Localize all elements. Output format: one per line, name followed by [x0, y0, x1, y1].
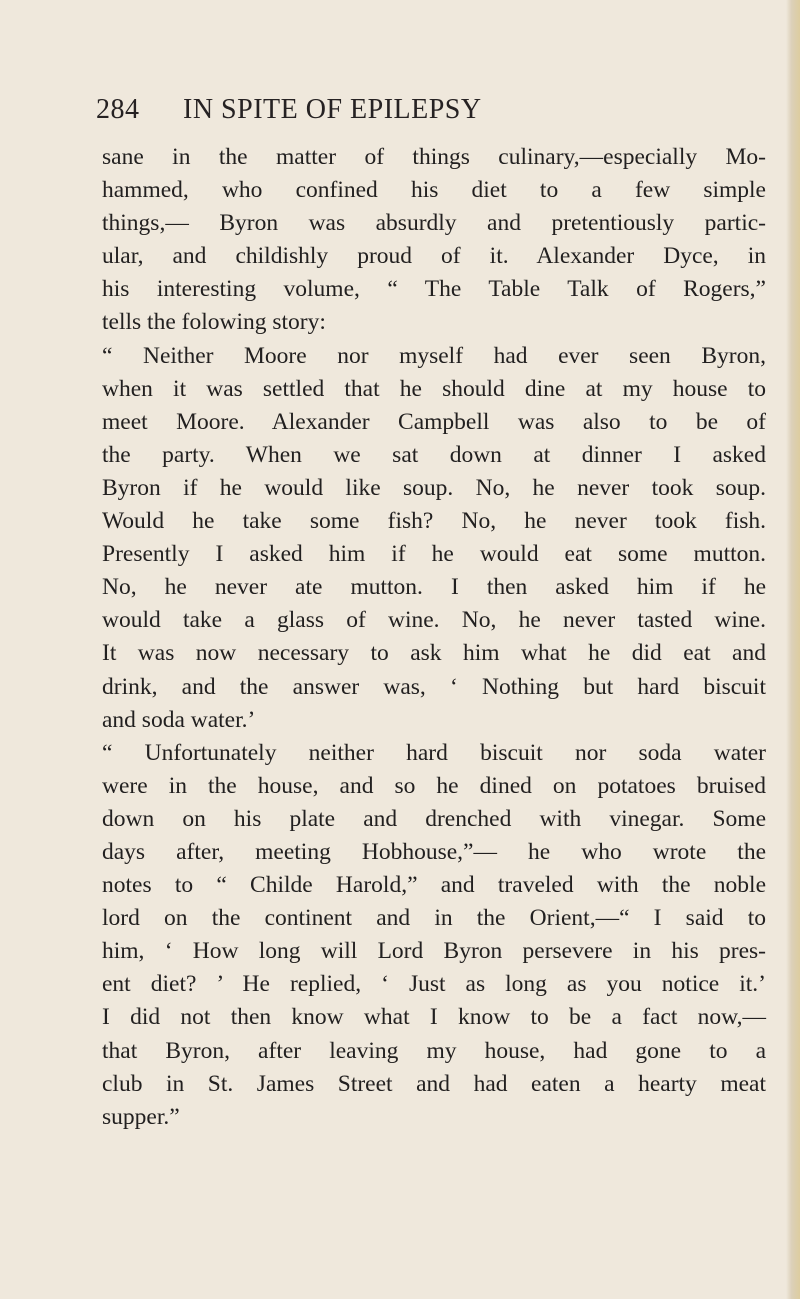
text-line: ular, and childishly proud of it. Alexander Dyce, in	[102, 243, 766, 270]
text-line: days after, meeting Hobhouse,”— he who wrote the	[102, 838, 766, 865]
page-number: 284	[96, 94, 140, 125]
text-line: lord on the continent and in the Orient,—“ I said to	[102, 905, 766, 932]
running-head	[96, 94, 656, 134]
text-line: hammed, who confined his diet to a few simple	[102, 177, 766, 204]
text-line: would take a glass of wine. No, he never tasted wine.	[102, 607, 766, 634]
text-line: No, he never ate mutton. I then asked him if he	[102, 574, 766, 601]
text-line: were in the house, and so he dined on potatoes bruised	[102, 772, 766, 799]
text-line: notes to “ Childe Harold,” and traveled with the noble	[102, 872, 766, 899]
text-line: club in St. James Street and had eaten a hearty meat	[102, 1070, 766, 1097]
text-line: meet Moore. Alexander Campbell was also to be of	[102, 408, 766, 435]
text-line: I did not then know what I know to be a fact now,—	[102, 1004, 766, 1031]
text-line: Presently I asked him if he would eat some mutton.	[102, 541, 766, 568]
text-line: drink, and the answer was, ‘ Nothing but hard biscuit	[102, 673, 766, 700]
text-line: ent diet? ’ He replied, ‘ Just as long as you notice it.’	[102, 971, 766, 998]
text-line: when it was settled that he should dine at my house to	[102, 375, 766, 402]
text-line: the party. When we sat down at dinner I asked	[102, 441, 766, 468]
text-line: that Byron, after leaving my house, had gone to a	[102, 1037, 766, 1064]
text-line: and soda water.’	[102, 706, 256, 733]
text-line: tells the folowing story:	[102, 309, 326, 336]
text-line: him, ‘ How long will Lord Byron persevere in his pres-	[102, 938, 766, 965]
text-line: things,— Byron was absurdly and pretentiously partic-	[102, 210, 766, 237]
text-line: Would he take some fish? No, he never took fish.	[102, 508, 766, 535]
text-line: sane in the matter of things culinary,—especially Mo-	[102, 144, 766, 170]
text-line: down on his plate and drenched with vinegar. Some	[102, 805, 766, 832]
text-line: It was now necessary to ask him what he did eat and	[102, 640, 766, 667]
text-line: supper.”	[102, 1103, 180, 1130]
text-line: “ Unfortunately neither hard biscuit nor soda water	[102, 739, 766, 766]
text-line: his interesting volume, “ The Table Talk of Rogers,”	[102, 276, 766, 303]
body-text	[102, 141, 766, 1134]
page-edge-shadow	[786, 0, 800, 1299]
text-line: Byron if he would like soup. No, he never took soup.	[102, 474, 766, 501]
running-title: IN SPITE OF EPILEPSY	[183, 94, 482, 125]
text-line: “ Neither Moore nor myself had ever seen Byron,	[102, 342, 766, 369]
